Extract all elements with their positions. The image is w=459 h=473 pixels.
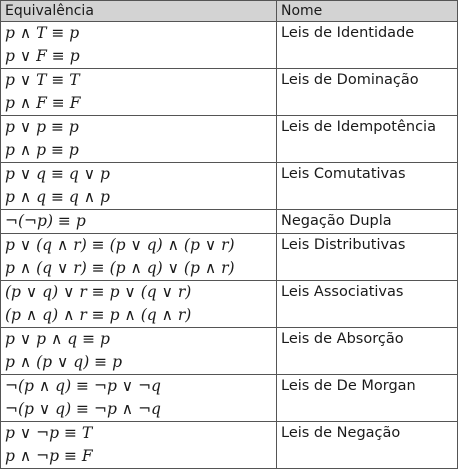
equivalence-cell <box>1 210 277 234</box>
law-name: Leis de Dominação <box>281 72 419 88</box>
equivalence-cell <box>1 328 277 375</box>
table-body <box>1 22 458 469</box>
equivalence-formula: p ∨ ¬p ≡ T <box>5 424 93 442</box>
equivalence-formula: p ∧ T ≡ p <box>5 24 80 42</box>
equivalence-formula: p ∨ p ∧ q ≡ p <box>5 330 110 348</box>
law-name-cell <box>277 328 458 375</box>
header-nome: Nome <box>277 1 458 22</box>
equivalence-cell <box>1 22 277 69</box>
equivalence-cell <box>1 163 277 210</box>
table-row <box>1 22 458 69</box>
law-name: Negação Dupla <box>281 213 392 229</box>
law-name: Leis de Absorção <box>281 331 404 347</box>
law-name-cell <box>277 22 458 69</box>
law-name-cell <box>277 163 458 210</box>
equivalence-cell <box>1 422 277 469</box>
table-row <box>1 422 458 469</box>
equivalence-formula: ¬(p ∨ q) ≡ ¬p ∧ ¬q <box>5 400 161 418</box>
table-row <box>1 234 458 281</box>
law-name-cell <box>277 210 458 234</box>
table-row <box>1 69 458 116</box>
equivalence-formula: (p ∧ q) ∧ r ≡ p ∧ (q ∧ r) <box>5 306 192 324</box>
equivalence-formula: p ∨ q ≡ q ∨ p <box>5 165 110 183</box>
equivalence-cell <box>1 281 277 328</box>
equivalence-formula: p ∧ F ≡ F <box>5 94 81 112</box>
law-name-cell <box>277 234 458 281</box>
law-name: Leis Associativas <box>281 284 404 300</box>
table-row <box>1 116 458 163</box>
law-name: Leis de Negação <box>281 425 401 441</box>
equivalence-cell <box>1 375 277 422</box>
law-name-cell <box>277 281 458 328</box>
law-name: Leis de De Morgan <box>281 378 416 394</box>
equivalence-cell <box>1 234 277 281</box>
table-row <box>1 375 458 422</box>
equivalence-formula: p ∧ q ≡ q ∧ p <box>5 188 110 206</box>
law-name-cell <box>277 422 458 469</box>
table-row <box>1 210 458 234</box>
header-row <box>1 1 458 22</box>
equivalence-formula: p ∨ F ≡ p <box>5 47 80 65</box>
equivalence-formula: p ∧ (q ∨ r) ≡ (p ∧ q) ∨ (p ∧ r) <box>5 259 235 277</box>
equivalence-formula: p ∧ p ≡ p <box>5 141 79 159</box>
equivalence-formula: p ∨ T ≡ T <box>5 71 80 89</box>
table-row <box>1 281 458 328</box>
equivalence-formula: p ∧ ¬p ≡ F <box>5 447 93 465</box>
law-name-cell <box>277 116 458 163</box>
header-equivalencia: Equivalência <box>1 1 277 22</box>
table-row <box>1 328 458 375</box>
table-header <box>1 1 458 22</box>
table-row <box>1 163 458 210</box>
law-name-cell <box>277 375 458 422</box>
equivalence-formula: ¬(¬p) ≡ p <box>5 212 86 230</box>
law-name: Leis de Identidade <box>281 25 415 41</box>
equivalence-formula: p ∨ (q ∧ r) ≡ (p ∨ q) ∧ (p ∨ r) <box>5 236 235 254</box>
equivalence-formula: ¬(p ∧ q) ≡ ¬p ∨ ¬q <box>5 377 161 395</box>
equivalence-formula: p ∨ p ≡ p <box>5 118 79 136</box>
law-name: Leis Comutativas <box>281 166 406 182</box>
equivalence-formula: (p ∨ q) ∨ r ≡ p ∨ (q ∨ r) <box>5 283 192 301</box>
law-name-cell <box>277 69 458 116</box>
law-name: Leis de Idempotência <box>281 119 436 135</box>
equivalence-cell <box>1 69 277 116</box>
equivalence-cell <box>1 116 277 163</box>
equivalence-formula: p ∧ (p ∨ q) ≡ p <box>5 353 123 371</box>
law-name: Leis Distributivas <box>281 237 406 253</box>
